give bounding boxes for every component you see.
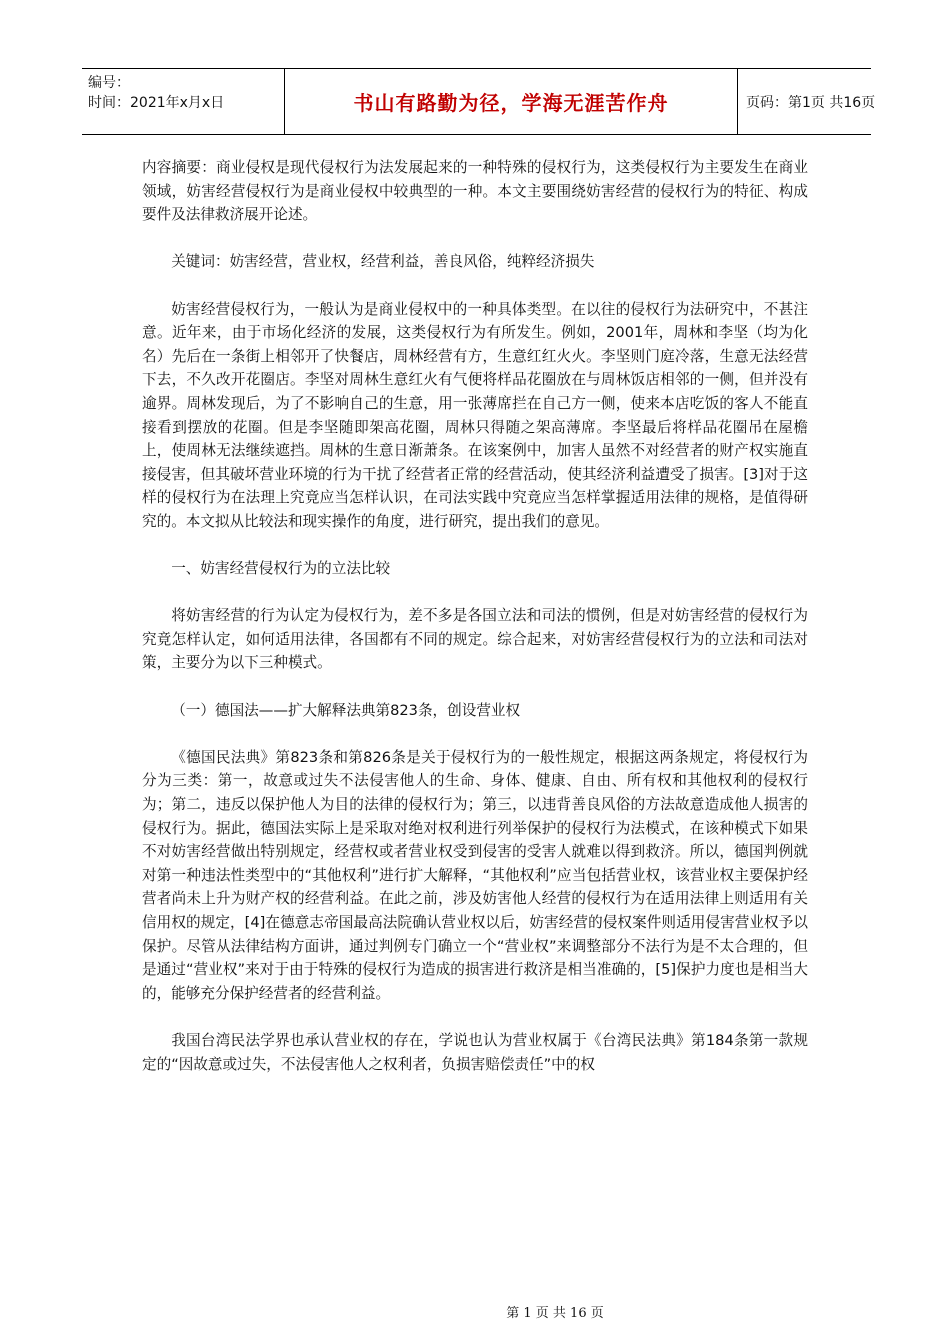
page-header — [82, 68, 876, 135]
footer-page-number: 第 1 页 共 16 页 — [506, 1306, 604, 1321]
page-footer — [0, 1302, 950, 1321]
body-paragraph: 将妨害经营的行为认定为侵权行为，差不多是各国立法和司法的惯例，但是对妨害经营的侵权行为究竟怎样认定，如何适用法律，各国都有不同的规定。综合起来，对妨害经营侵权行为的立法和司法对策，主要分为以下三种模式。 — [142, 607, 808, 672]
document-body — [142, 156, 808, 1100]
subsection-heading: （一）德国法——扩大解释法典第823条，创设营业权 — [171, 701, 521, 719]
document-time-label: 时间：2021年x月x日 — [88, 95, 225, 111]
header-page-info: 页码：第1页 共16页 — [746, 94, 876, 111]
body-paragraph: 我国台湾民法学界也承认营业权的存在，学说也认为营业权属于《台湾民法典》第184条第一款规定的“因故意或过失，不法侵害他人之权利者，负损害赔偿责任”中的权 — [142, 1031, 808, 1073]
header-motto: 书山有路勤为径，学海无涯苦作舟 — [353, 91, 669, 115]
abstract-paragraph: 内容摘要：商业侵权是现代侵权行为法发展起来的一种特殊的侵权行为，这类侵权行为主要发生在商业领域，妨害经营侵权行为是商业侵权中较典型的一种。本文主要围绕妨害经营的侵权行为的特征、构成要件及法律救济展开论述。 — [142, 159, 808, 224]
section-heading: 一、妨害经营侵权行为的立法比较 — [171, 560, 391, 578]
keywords-paragraph: 关键词：妨害经营，营业权，经营利益，善良风俗，纯粹经济损失 — [171, 253, 595, 271]
body-paragraph: 妨害经营侵权行为，一般认为是商业侵权中的一种具体类型。在以往的侵权行为法研究中，不甚注意。近年来，由于市场化经济的发展，这类侵权行为有所发生。例如，2001年，周林和李坚（均为化名）先后在一条街上相邻开了快餐店，周林经营有方，生意红红火火。李坚则门庭冷落，生意无法经营下去，不久改开花圈店。李坚对周林生意红火有气便将样品花圈放在与周林饭店相邻的一侧，但并没有逾界。周林发现后，为了不影响自己的生意，用一张薄席拦在自己方一侧，使来本店吃饭的客人不能直接看到摆放的花圈。但是李坚随即架高花圈，周林只得随之架高薄席。李坚最后将样品花圈吊在屋檐上，使周林无法继续遮挡。周林的生意日渐萧条。在该案例中，加害人虽然不对经营者的财产权实施直接侵害，但其破坏营业环境的行为干扰了经营者正常的经营活动，使其经济利益遭受了损害。[3]对于这样的侵权行为在法理上究竟应当怎样认识，在司法实践中究竟应当怎样掌握适用法律的规格，是值得研究的。本文拟从比较法和现实操作的角度，进行研究，提出我们的意见。 — [142, 300, 808, 530]
body-paragraph: 《德国民法典》第823条和第826条是关于侵权行为的一般性规定，根据这两条规定，将侵权行为分为三类：第一，故意或过失不法侵害他人的生命、身体、健康、自由、所有权和其他权利的侵权行为；第二，违反以保护他人为目的法律的侵权行为；第三，以违背善良风俗的方法故意造成他人损害的侵权行为。据此，德国法实际上是采取对绝对权利进行列举保护的侵权行为法模式，在该种模式下如果不对妨害经营做出特别规定，经营权或者营业权受到侵害的受害人就难以得到救济。所以，德国判例就对第一种违法性类型中的“其他权利”进行扩大解释，“其他权利”应当包括营业权，该营业权主要保护经营者尚未上升为财产权的经营利益。在此之前，涉及妨害他人经营的侵权行为在适用法律上则适用有关信用权的规定，[4]在德意志帝国最高法院确认营业权以后，妨害经营的侵权案件则适用侵害营业权予以保护。尽管从法律结构方面讲，通过判例专门确立一个“营业权”来调整部分不法行为是不太合理的，但是通过“营业权”来对于由于特殊的侵权行为造成的损害进行救济是相当准确的，[5]保护力度也是相当大的，能够充分保护经营者的经营利益。 — [142, 748, 808, 1002]
document-number-label: 编号： — [88, 75, 130, 91]
header-meta — [82, 69, 284, 134]
header-motto-cell — [284, 69, 738, 134]
